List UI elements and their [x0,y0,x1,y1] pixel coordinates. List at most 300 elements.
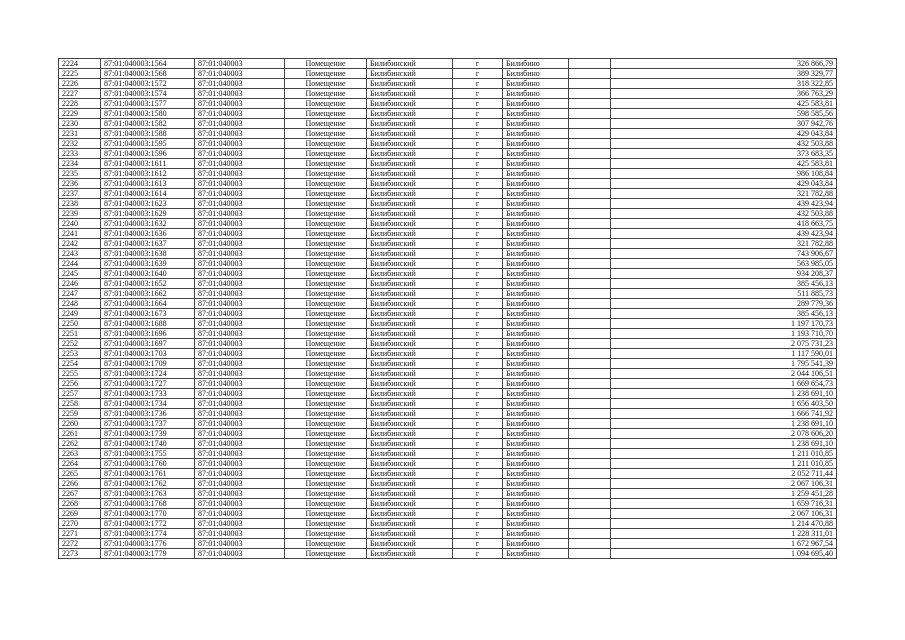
district-name: Билибинский [367,409,453,419]
cadastral-block: 87:01:040003 [195,419,285,429]
locality-type: г [453,319,503,329]
table-row [59,189,837,199]
row-number: 2250 [59,319,101,329]
district-name: Билибинский [367,519,453,529]
row-number: 2246 [59,279,101,289]
locality-type: г [453,69,503,79]
cadastral-value: 439 423,94 [611,199,837,209]
cadastral-number: 87:01:040003:1688 [101,319,195,329]
cadastral-value: 385 456,13 [611,309,837,319]
row-number: 2243 [59,249,101,259]
cadastral-number: 87:01:040003:1696 [101,329,195,339]
locality-name: Билибино [503,459,569,469]
district-name: Билибинский [367,339,453,349]
district-name: Билибинский [367,309,453,319]
table-row [59,319,837,329]
locality-name: Билибино [503,149,569,159]
empty-cell [569,149,611,159]
empty-cell [569,359,611,369]
row-number: 2254 [59,359,101,369]
cadastral-number: 87:01:040003:1760 [101,459,195,469]
table-row [59,489,837,499]
cadastral-block: 87:01:040003 [195,109,285,119]
locality-type: г [453,409,503,419]
table-row [59,299,837,309]
object-type: Помещение [285,119,367,129]
locality-type: г [453,149,503,159]
cadastral-value: 389 329,77 [611,69,837,79]
empty-cell [569,259,611,269]
locality-type: г [453,489,503,499]
object-type: Помещение [285,159,367,169]
locality-name: Билибино [503,189,569,199]
cadastral-block: 87:01:040003 [195,129,285,139]
table-row [59,389,837,399]
locality-type: г [453,219,503,229]
locality-type: г [453,119,503,129]
district-name: Билибинский [367,279,453,289]
object-type: Помещение [285,489,367,499]
cadastral-block: 87:01:040003 [195,469,285,479]
object-type: Помещение [285,219,367,229]
cadastral-value: 2 078 606,20 [611,429,837,439]
locality-name: Билибино [503,219,569,229]
object-type: Помещение [285,429,367,439]
object-type: Помещение [285,329,367,339]
cadastral-value: 321 782,88 [611,189,837,199]
object-type: Помещение [285,389,367,399]
object-type: Помещение [285,529,367,539]
object-type: Помещение [285,269,367,279]
cadastral-value: 429 043,84 [611,179,837,189]
row-number: 2266 [59,479,101,489]
row-number: 2241 [59,229,101,239]
table-row [59,209,837,219]
object-type: Помещение [285,439,367,449]
locality-type: г [453,159,503,169]
district-name: Билибинский [367,539,453,549]
locality-name: Билибино [503,269,569,279]
table-row [59,419,837,429]
cadastral-number: 87:01:040003:1736 [101,409,195,419]
locality-type: г [453,389,503,399]
cadastral-block: 87:01:040003 [195,459,285,469]
object-type: Помещение [285,259,367,269]
district-name: Билибинский [367,199,453,209]
cadastral-value: 385 456,13 [611,279,837,289]
cadastral-number: 87:01:040003:1734 [101,399,195,409]
cadastral-block: 87:01:040003 [195,229,285,239]
cadastral-block: 87:01:040003 [195,319,285,329]
empty-cell [569,79,611,89]
table-row [59,379,837,389]
cadastral-block: 87:01:040003 [195,199,285,209]
cadastral-value: 432 503,88 [611,209,837,219]
object-type: Помещение [285,409,367,419]
row-number: 2267 [59,489,101,499]
cadastral-block: 87:01:040003 [195,119,285,129]
locality-name: Билибино [503,139,569,149]
object-type: Помещение [285,419,367,429]
object-type: Помещение [285,249,367,259]
locality-name: Билибино [503,429,569,439]
locality-type: г [453,209,503,219]
locality-name: Билибино [503,249,569,259]
district-name: Билибинский [367,429,453,439]
cadastral-value: 366 763,29 [611,89,837,99]
row-number: 2230 [59,119,101,129]
cadastral-block: 87:01:040003 [195,159,285,169]
cadastral-block: 87:01:040003 [195,309,285,319]
cadastral-value: 1 672 967,54 [611,539,837,549]
row-number: 2271 [59,529,101,539]
district-name: Билибинский [367,549,453,559]
district-name: Билибинский [367,469,453,479]
object-type: Помещение [285,109,367,119]
locality-type: г [453,549,503,559]
object-type: Помещение [285,359,367,369]
object-type: Помещение [285,239,367,249]
cadastral-number: 87:01:040003:1582 [101,119,195,129]
empty-cell [569,369,611,379]
row-number: 2234 [59,159,101,169]
locality-name: Билибино [503,329,569,339]
cadastral-number: 87:01:040003:1612 [101,169,195,179]
cadastral-value: 2 075 731,23 [611,339,837,349]
empty-cell [569,119,611,129]
table-row [59,409,837,419]
row-number: 2263 [59,449,101,459]
locality-type: г [453,349,503,359]
locality-name: Билибино [503,259,569,269]
row-number: 2225 [59,69,101,79]
cadastral-value: 326 866,79 [611,59,837,69]
object-type: Помещение [285,369,367,379]
row-number: 2236 [59,179,101,189]
row-number: 2265 [59,469,101,479]
locality-type: г [453,359,503,369]
district-name: Билибинский [367,489,453,499]
table-row [59,199,837,209]
cadastral-number: 87:01:040003:1709 [101,359,195,369]
locality-name: Билибино [503,489,569,499]
locality-name: Билибино [503,129,569,139]
cadastral-number: 87:01:040003:1568 [101,69,195,79]
locality-name: Билибино [503,389,569,399]
object-type: Помещение [285,539,367,549]
district-name: Билибинский [367,289,453,299]
table-row [59,259,837,269]
cadastral-block: 87:01:040003 [195,149,285,159]
locality-name: Билибино [503,279,569,289]
cadastral-value: 307 942,76 [611,119,837,129]
locality-type: г [453,399,503,409]
object-type: Помещение [285,469,367,479]
cadastral-value: 1 659 716,31 [611,499,837,509]
cadastral-block: 87:01:040003 [195,69,285,79]
locality-name: Билибино [503,349,569,359]
row-number: 2255 [59,369,101,379]
locality-type: г [453,509,503,519]
locality-type: г [453,79,503,89]
locality-name: Билибино [503,439,569,449]
district-name: Билибинский [367,169,453,179]
locality-name: Билибино [503,99,569,109]
cadastral-block: 87:01:040003 [195,379,285,389]
row-number: 2269 [59,509,101,519]
cadastral-value: 418 663,75 [611,219,837,229]
empty-cell [569,289,611,299]
cadastral-block: 87:01:040003 [195,429,285,439]
cadastral-value: 425 583,81 [611,99,837,109]
locality-name: Билибино [503,339,569,349]
row-number: 2242 [59,239,101,249]
district-name: Билибинский [367,239,453,249]
locality-type: г [453,99,503,109]
object-type: Помещение [285,89,367,99]
cadastral-number: 87:01:040003:1580 [101,109,195,119]
empty-cell [569,319,611,329]
district-name: Билибинский [367,329,453,339]
district-name: Билибинский [367,79,453,89]
table-row [59,119,837,129]
cadastral-block: 87:01:040003 [195,279,285,289]
row-number: 2248 [59,299,101,309]
row-number: 2270 [59,519,101,529]
row-number: 2272 [59,539,101,549]
cadastral-block: 87:01:040003 [195,239,285,249]
cadastral-table [58,58,837,559]
cadastral-value: 1 094 695,40 [611,549,837,559]
locality-name: Билибино [503,89,569,99]
object-type: Помещение [285,179,367,189]
cadastral-number: 87:01:040003:1703 [101,349,195,359]
locality-type: г [453,329,503,339]
district-name: Билибинский [367,189,453,199]
cadastral-block: 87:01:040003 [195,539,285,549]
table-row [59,79,837,89]
table-row [59,139,837,149]
locality-name: Билибино [503,519,569,529]
row-number: 2229 [59,109,101,119]
district-name: Билибинский [367,119,453,129]
district-name: Билибинский [367,219,453,229]
row-number: 2273 [59,549,101,559]
table-row [59,219,837,229]
district-name: Билибинский [367,439,453,449]
district-name: Билибинский [367,229,453,239]
cadastral-value: 1 238 691,10 [611,389,837,399]
cadastral-block: 87:01:040003 [195,179,285,189]
empty-cell [569,449,611,459]
cadastral-number: 87:01:040003:1614 [101,189,195,199]
cadastral-number: 87:01:040003:1588 [101,129,195,139]
table-row [59,89,837,99]
empty-cell [569,269,611,279]
district-name: Билибинский [367,209,453,219]
locality-type: г [453,429,503,439]
locality-name: Билибино [503,399,569,409]
empty-cell [569,549,611,559]
row-number: 2224 [59,59,101,69]
locality-type: г [453,229,503,239]
row-number: 2262 [59,439,101,449]
object-type: Помещение [285,59,367,69]
row-number: 2260 [59,419,101,429]
empty-cell [569,99,611,109]
locality-name: Билибино [503,359,569,369]
cadastral-number: 87:01:040003:1629 [101,209,195,219]
locality-name: Билибино [503,289,569,299]
locality-type: г [453,379,503,389]
table-row [59,179,837,189]
table-row [59,109,837,119]
locality-name: Билибино [503,409,569,419]
cadastral-number: 87:01:040003:1595 [101,139,195,149]
cadastral-value: 321 782,88 [611,239,837,249]
district-name: Билибинский [367,459,453,469]
empty-cell [569,479,611,489]
empty-cell [569,539,611,549]
empty-cell [569,209,611,219]
cadastral-value: 598 585,56 [611,109,837,119]
cadastral-block: 87:01:040003 [195,289,285,299]
cadastral-block: 87:01:040003 [195,389,285,399]
cadastral-value: 439 423,94 [611,229,837,239]
locality-type: г [453,179,503,189]
cadastral-block: 87:01:040003 [195,449,285,459]
row-number: 2245 [59,269,101,279]
cadastral-number: 87:01:040003:1611 [101,159,195,169]
empty-cell [569,89,611,99]
row-number: 2228 [59,99,101,109]
locality-type: г [453,189,503,199]
cadastral-number: 87:01:040003:1768 [101,499,195,509]
cadastral-number: 87:01:040003:1772 [101,519,195,529]
empty-cell [569,169,611,179]
cadastral-number: 87:01:040003:1737 [101,419,195,429]
locality-type: г [453,469,503,479]
locality-type: г [453,129,503,139]
locality-name: Билибино [503,119,569,129]
object-type: Помещение [285,509,367,519]
locality-name: Билибино [503,449,569,459]
locality-name: Билибино [503,529,569,539]
cadastral-number: 87:01:040003:1577 [101,99,195,109]
cadastral-number: 87:01:040003:1755 [101,449,195,459]
empty-cell [569,519,611,529]
cadastral-block: 87:01:040003 [195,349,285,359]
cadastral-value: 563 985,05 [611,259,837,269]
empty-cell [569,189,611,199]
district-name: Билибинский [367,159,453,169]
district-name: Билибинский [367,109,453,119]
table-row [59,239,837,249]
district-name: Билибинский [367,249,453,259]
empty-cell [569,529,611,539]
object-type: Помещение [285,399,367,409]
locality-type: г [453,89,503,99]
object-type: Помещение [285,549,367,559]
cadastral-number: 87:01:040003:1733 [101,389,195,399]
cadastral-number: 87:01:040003:1727 [101,379,195,389]
district-name: Билибинский [367,509,453,519]
empty-cell [569,239,611,249]
locality-name: Билибино [503,509,569,519]
district-name: Билибинский [367,99,453,109]
district-name: Билибинский [367,69,453,79]
table-row [59,429,837,439]
locality-type: г [453,139,503,149]
table-row [59,269,837,279]
cadastral-block: 87:01:040003 [195,209,285,219]
cadastral-number: 87:01:040003:1763 [101,489,195,499]
row-number: 2231 [59,129,101,139]
table-row [59,149,837,159]
row-number: 2227 [59,89,101,99]
cadastral-block: 87:01:040003 [195,499,285,509]
cadastral-block: 87:01:040003 [195,409,285,419]
cadastral-value: 986 108,84 [611,169,837,179]
cadastral-value: 1 197 170,73 [611,319,837,329]
object-type: Помещение [285,479,367,489]
empty-cell [569,399,611,409]
cadastral-number: 87:01:040003:1761 [101,469,195,479]
district-name: Билибинский [367,269,453,279]
table-row [59,279,837,289]
cadastral-number: 87:01:040003:1637 [101,239,195,249]
locality-name: Билибино [503,299,569,309]
empty-cell [569,129,611,139]
empty-cell [569,459,611,469]
empty-cell [569,69,611,79]
empty-cell [569,219,611,229]
row-number: 2226 [59,79,101,89]
empty-cell [569,309,611,319]
empty-cell [569,439,611,449]
cadastral-number: 87:01:040003:1739 [101,429,195,439]
cadastral-block: 87:01:040003 [195,299,285,309]
object-type: Помещение [285,339,367,349]
district-name: Билибинский [367,179,453,189]
cadastral-value: 432 503,88 [611,139,837,149]
cadastral-block: 87:01:040003 [195,169,285,179]
table-row [59,159,837,169]
empty-cell [569,429,611,439]
object-type: Помещение [285,519,367,529]
locality-type: г [453,249,503,259]
district-name: Билибинский [367,479,453,489]
locality-name: Билибино [503,479,569,489]
cadastral-number: 87:01:040003:1770 [101,509,195,519]
empty-cell [569,489,611,499]
cadastral-number: 87:01:040003:1623 [101,199,195,209]
table-row [59,469,837,479]
locality-type: г [453,499,503,509]
row-number: 2258 [59,399,101,409]
locality-name: Билибино [503,209,569,219]
cadastral-number: 87:01:040003:1662 [101,289,195,299]
cadastral-number: 87:01:040003:1776 [101,539,195,549]
locality-name: Билибино [503,179,569,189]
cadastral-block: 87:01:040003 [195,479,285,489]
table-row [59,99,837,109]
district-name: Билибинский [367,399,453,409]
cadastral-number: 87:01:040003:1664 [101,299,195,309]
locality-type: г [453,539,503,549]
empty-cell [569,179,611,189]
locality-name: Билибино [503,229,569,239]
